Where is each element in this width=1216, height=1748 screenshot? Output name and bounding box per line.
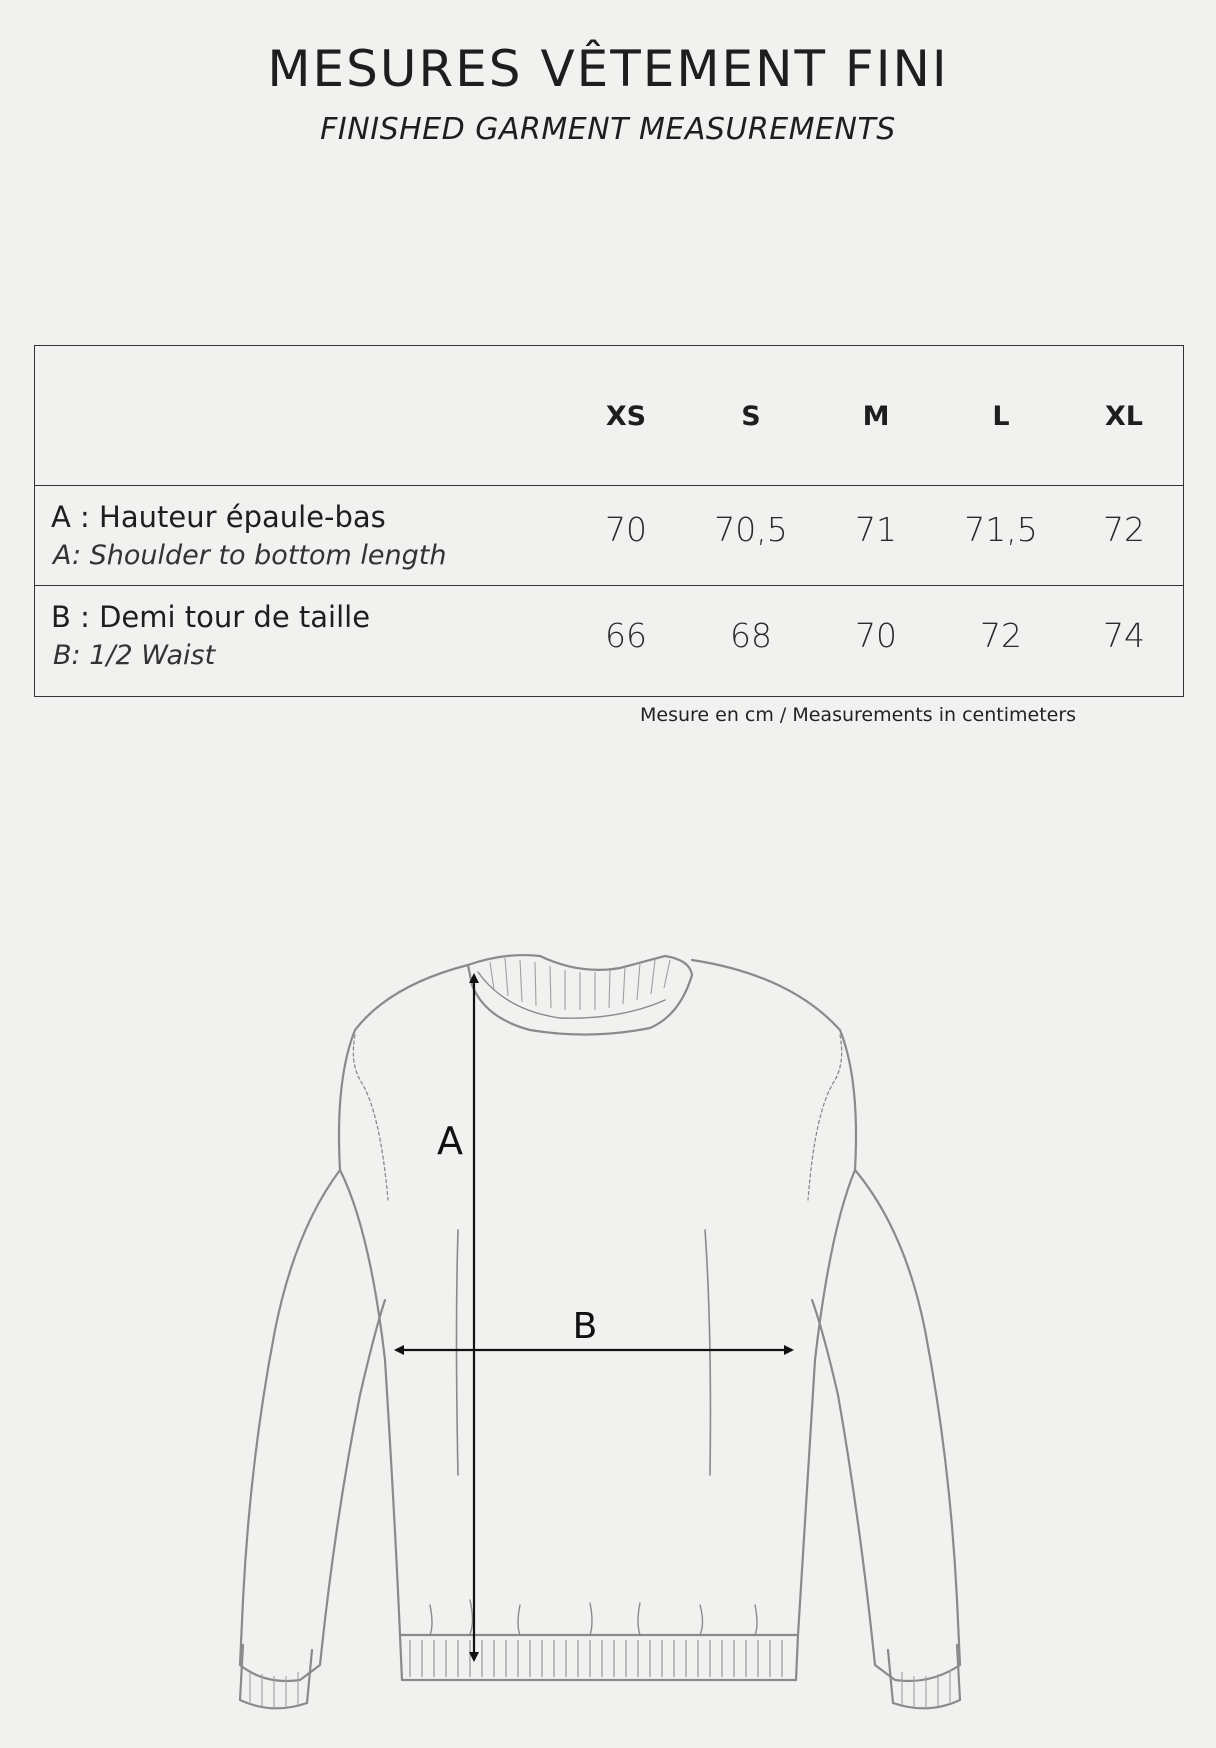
- measurements-table: [34, 345, 1184, 697]
- row-label-fr: B : Demi tour de taille: [51, 600, 371, 634]
- size-header-l: L: [992, 401, 1010, 432]
- table-cell: 72: [1103, 510, 1145, 549]
- row-label-en: A: Shoulder to bottom length: [53, 540, 447, 571]
- table-cell: 70: [855, 616, 897, 655]
- table-cell: 72: [980, 616, 1022, 655]
- size-header-s: S: [741, 401, 761, 432]
- table-cell: 70,5: [714, 510, 788, 549]
- row-label-en: B: 1/2 Waist: [53, 640, 216, 671]
- table-cell: 66: [605, 616, 647, 655]
- sweater-diagram: [0, 930, 1216, 1748]
- table-cell: 71,5: [964, 510, 1038, 549]
- measure-a-label: A: [437, 1119, 463, 1163]
- table-cell: 74: [1103, 616, 1145, 655]
- table-header-row: [35, 346, 1183, 486]
- table-cell: 71: [855, 510, 897, 549]
- measure-b-label: B: [572, 1306, 598, 1347]
- table-cell: 68: [730, 616, 772, 655]
- hem-band-outline: [400, 1635, 798, 1680]
- body-outline: [339, 960, 856, 1635]
- table-row: [35, 586, 1183, 696]
- page-title: MESURES VÊTEMENT FINI: [267, 40, 949, 98]
- left-sleeve-outline: [240, 1170, 385, 1681]
- page-subtitle: FINISHED GARMENT MEASUREMENTS: [320, 112, 896, 147]
- cuff-ribbing: [250, 1670, 950, 1708]
- units-note: Mesure en cm / Measurements in centimeters: [640, 704, 1077, 726]
- hem-ribbing: [410, 1640, 782, 1677]
- size-header-xs: XS: [605, 401, 647, 432]
- neck-ribbing: [490, 958, 670, 1010]
- table-row: [35, 486, 1183, 586]
- right-sleeve-outline: [812, 1170, 960, 1681]
- row-label-fr: A : Hauteur épaule-bas: [51, 500, 386, 534]
- size-header-m: M: [862, 401, 890, 432]
- size-header-xl: XL: [1104, 401, 1144, 432]
- table-cell: 70: [605, 510, 647, 549]
